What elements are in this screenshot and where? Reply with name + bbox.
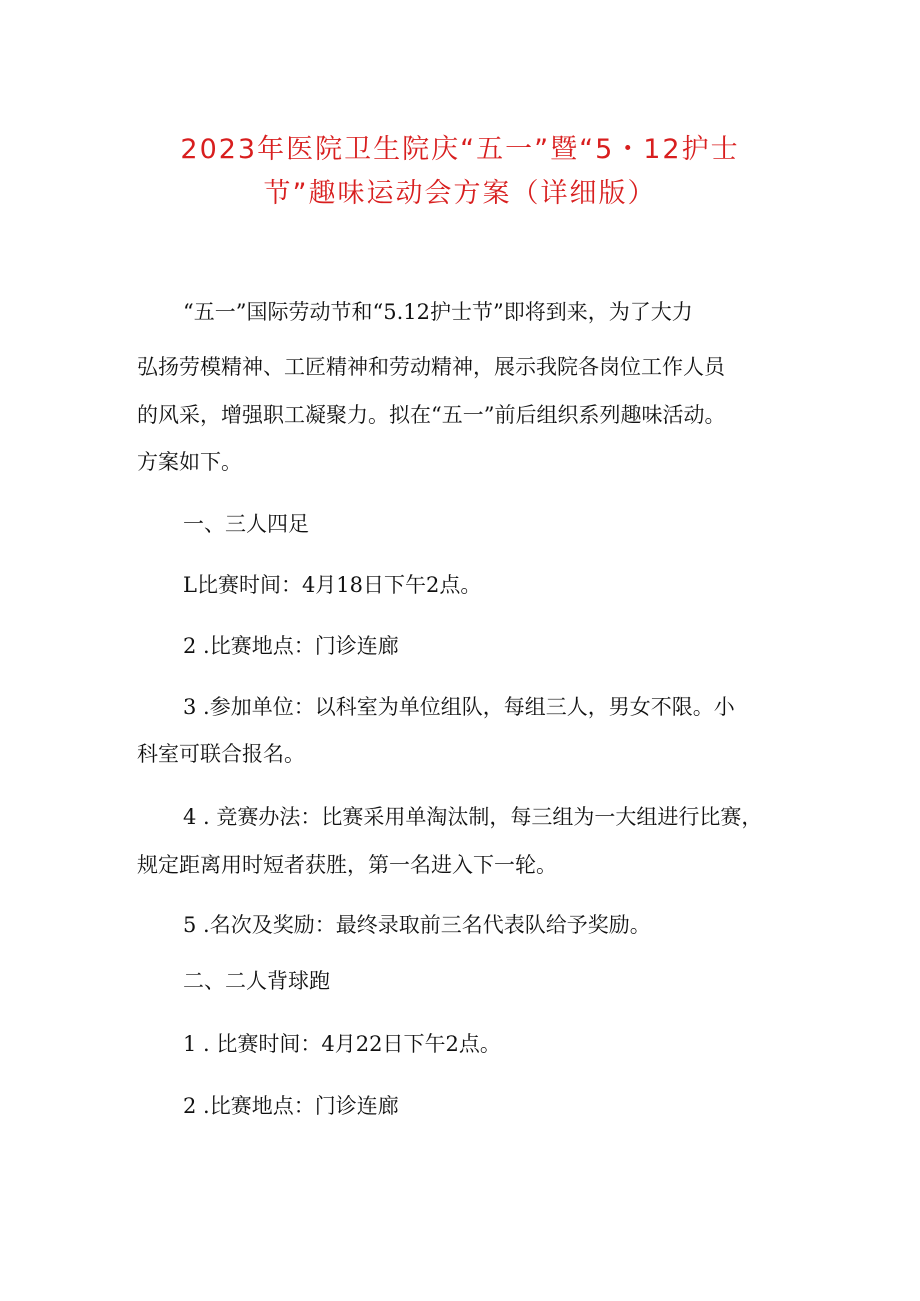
document-title-line-1: 2023年医院卫生院庆“五一”暨“5・12护士	[180, 134, 740, 165]
section-2-item-1: 1 . 比赛时间：4月22日下午2点。	[183, 1032, 501, 1056]
intro-line-4: 方案如下。	[137, 450, 242, 474]
section-1-item-4-line-2: 规定距离用时短者获胜，第一名进入下一轮。	[137, 853, 557, 877]
section-1-item-2: 2 .比赛地点：门诊连廊	[183, 634, 399, 658]
section-1-item-4-line-1: 4 . 竞赛办法：比赛采用单淘汰制，每三组为一大组进行比赛，	[183, 805, 763, 829]
section-1-item-1: L比赛时间：4月18日下午2点。	[183, 573, 482, 597]
intro-line-2: 弘扬劳模精神、工匠精神和劳动精神，展示我院各岗位工作人员	[137, 355, 725, 379]
section-1-heading: 一、三人四足	[183, 512, 309, 536]
section-1-item-5: 5 .名次及奖励：最终录取前三名代表队给予奖励。	[183, 913, 651, 937]
intro-line-3: 的风采，增强职工凝聚力。拟在“五一”前后组织系列趣味活动。	[137, 403, 726, 427]
section-1-item-3-line-2: 科室可联合报名。	[137, 742, 305, 766]
intro-line-1: “五一”国际劳动节和“5.12护士节”即将到来，为了大力	[183, 300, 693, 324]
document-title-line-2: 节”趣味运动会方案（详细版）	[263, 178, 657, 209]
section-2-heading: 二、二人背球跑	[183, 969, 330, 993]
section-2-item-2: 2 .比赛地点：门诊连廊	[183, 1094, 399, 1118]
section-1-item-3-line-1: 3 .参加单位：以科室为单位组队，每组三人，男女不限。小	[183, 695, 735, 719]
